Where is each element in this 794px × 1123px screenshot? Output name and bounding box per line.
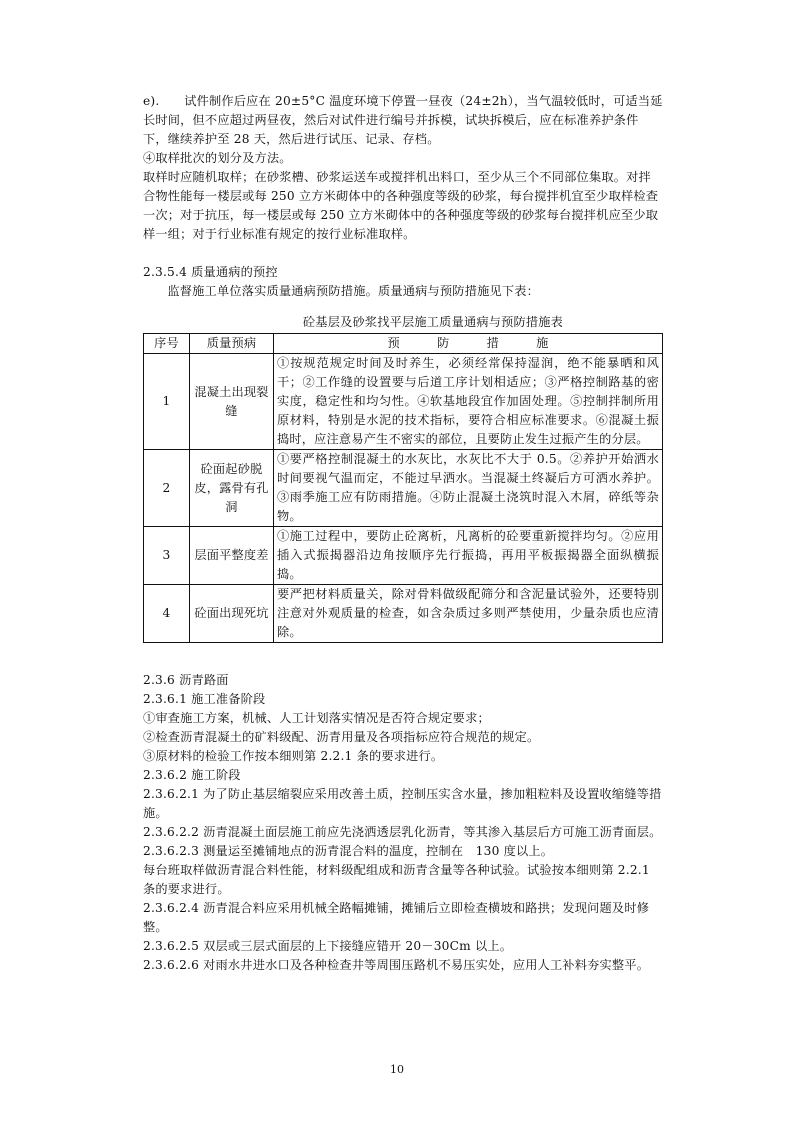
row-number: 1 [144,354,190,450]
row-measures: ①按规范规定时间及时养生，必须经常保持湿润，绝不能暴晒和风干；②工作缝的设置要与后道工序计划相适应；③严格控制路基的密实度，稳定性和均匀性。④软基地段宜作加固处理。⑤控制拌制所用原材料，特别是水泥的技术指标，要符合相应标准要求。⑥混凝土振捣时，应注意易产生不密实的部位，且要防止发生过振产生的分层。 [274,354,663,450]
row-defect: 砼面起砂脱皮，露骨有孔洞 [190,450,274,527]
row-measures: 要严把材料质量关，除对骨料做级配筛分和含泥量试验外，还要特别注意对外观质量的检查，如含杂质过多则严禁使用，少量杂质也应清除。 [274,585,663,643]
header-measures: 预 防 措 施 [274,334,663,354]
paragraph-item: 每台班取样做沥青混合料性能，材料级配组成和沥青含量等各种试验。试验按本细则第 2.2.1 条的要求进行。 [143,863,650,896]
table-caption: 砼基层及砂浆找平层施工质量通病与预防措施表 [302,315,564,329]
paragraph-item: 2.3.6.2.2 沥青混凝土面层施工前应先浇洒透层乳化沥青，等其渗入基层后方可施工沥青面层。 [143,825,662,839]
section-heading-236: 2.3.6 沥青路面 [143,673,229,687]
paragraph-item: 2.3.6.2.6 对雨水井进水口及各种检查井等周围压路机不易压实处，应用人工补料夯实整平。 [143,958,650,972]
table-row [144,585,663,643]
row-number: 4 [144,585,190,643]
row-number: 2 [144,450,190,527]
document-body [143,92,663,975]
table-row [144,354,663,450]
row-measures: ①要严格控制混凝土的水灰比，水灰比不大于 0.5。②养护开始洒水时间要视气温而定，不能过早洒水。当混凝土终凝后方可洒水养护。③雨季施工应有防雨措施。④防止混凝土浇筑时混入木屑，碎纸等杂物。 [274,450,663,527]
paragraph-item: ②检查沥青混凝土的矿料级配、沥青用量及各项指标应符合规范的规定。 [143,730,540,744]
paragraph-sampling-method: 取样时应随机取样；在砂浆槽、砂浆运送车或搅拌机出料口，至少从三个不同部位集取。对拌合物性能每一楼层或每 250 立方米砌体中的各种强度等级的砂浆，每台搅拌机宜至少取样检查一次；对于抗压，每一楼层或每 250 立方米砌体中的各种强度等级的砂浆每台搅拌机应至少取样一组；对于行业标准有规定的按行业标准取样。 [143,170,659,241]
table-header-row [144,334,663,354]
section-intro-2354: 监督施工单位落实质量通病预防措施。质量通病与预防措施见下表： [167,284,540,298]
paragraph-item: 2.3.6.2.5 双层或三层式面层的上下接缝应错开 20－30Cm 以上。 [143,939,513,953]
table-row [144,450,663,527]
header-defect: 质量预病 [190,334,274,354]
table-row [144,527,663,585]
row-measures: ①施工过程中，要防止砼离析，凡离析的砼要重新搅拌均匀。②应用插入式振揭器沿边角按顺序先行振捣，再用平板振揭器全面纵横振捣。 [274,527,663,585]
header-no: 序号 [144,334,190,354]
subsection-heading-2361: 2.3.6.1 施工准备阶段 [143,692,266,706]
paragraph-item: 2.3.6.2.1 为了防止基层缩裂应采用改善土质，控制压实含水量，掺加粗粒料及设置收缩缝等措施。 [143,787,662,820]
paragraph-item: ①审查施工方案，机械、人工计划落实情况是否符合规定要求； [143,711,490,725]
paragraph-item: 2.3.6.2.3 测量运至摊铺地点的沥青混合料的温度，控制在 130 度以上。 [143,844,554,858]
row-number: 3 [144,527,190,585]
quality-defects-table [143,333,663,643]
subsection-heading-2362: 2.3.6.2 施工阶段 [143,768,241,782]
paragraph-specimen-curing: e). 试件制作后应在 20±5°C 温度环境下停置一昼夜（24±2h），当气温较低时，可适当延长时间，但不应超过两昼夜，然后对试件进行编号并拆模，试块拆模后，应在标准养护条件下，继续养护至 28 天，然后进行试压、记录、存档。 [143,94,663,146]
row-defect: 砼面出现死坑 [190,585,274,643]
page-number: 10 [390,1063,404,1076]
row-defect: 层面平整度差 [190,527,274,585]
paragraph-item: 2.3.6.2.4 沥青混合料应采用机械全路幅摊铺，摊铺后立即检查横坡和路拱；发现问题及时修整。 [143,901,650,934]
section-heading-2354: 2.3.5.4 质量通病的预控 [143,265,278,279]
paragraph-sampling-heading: ④取样批次的划分及方法。 [143,151,292,165]
paragraph-item: ③原材料的检验工作按本细则第 2.2.1 条的要求进行。 [143,749,444,763]
row-defect: 混凝土出现裂缝 [190,354,274,450]
